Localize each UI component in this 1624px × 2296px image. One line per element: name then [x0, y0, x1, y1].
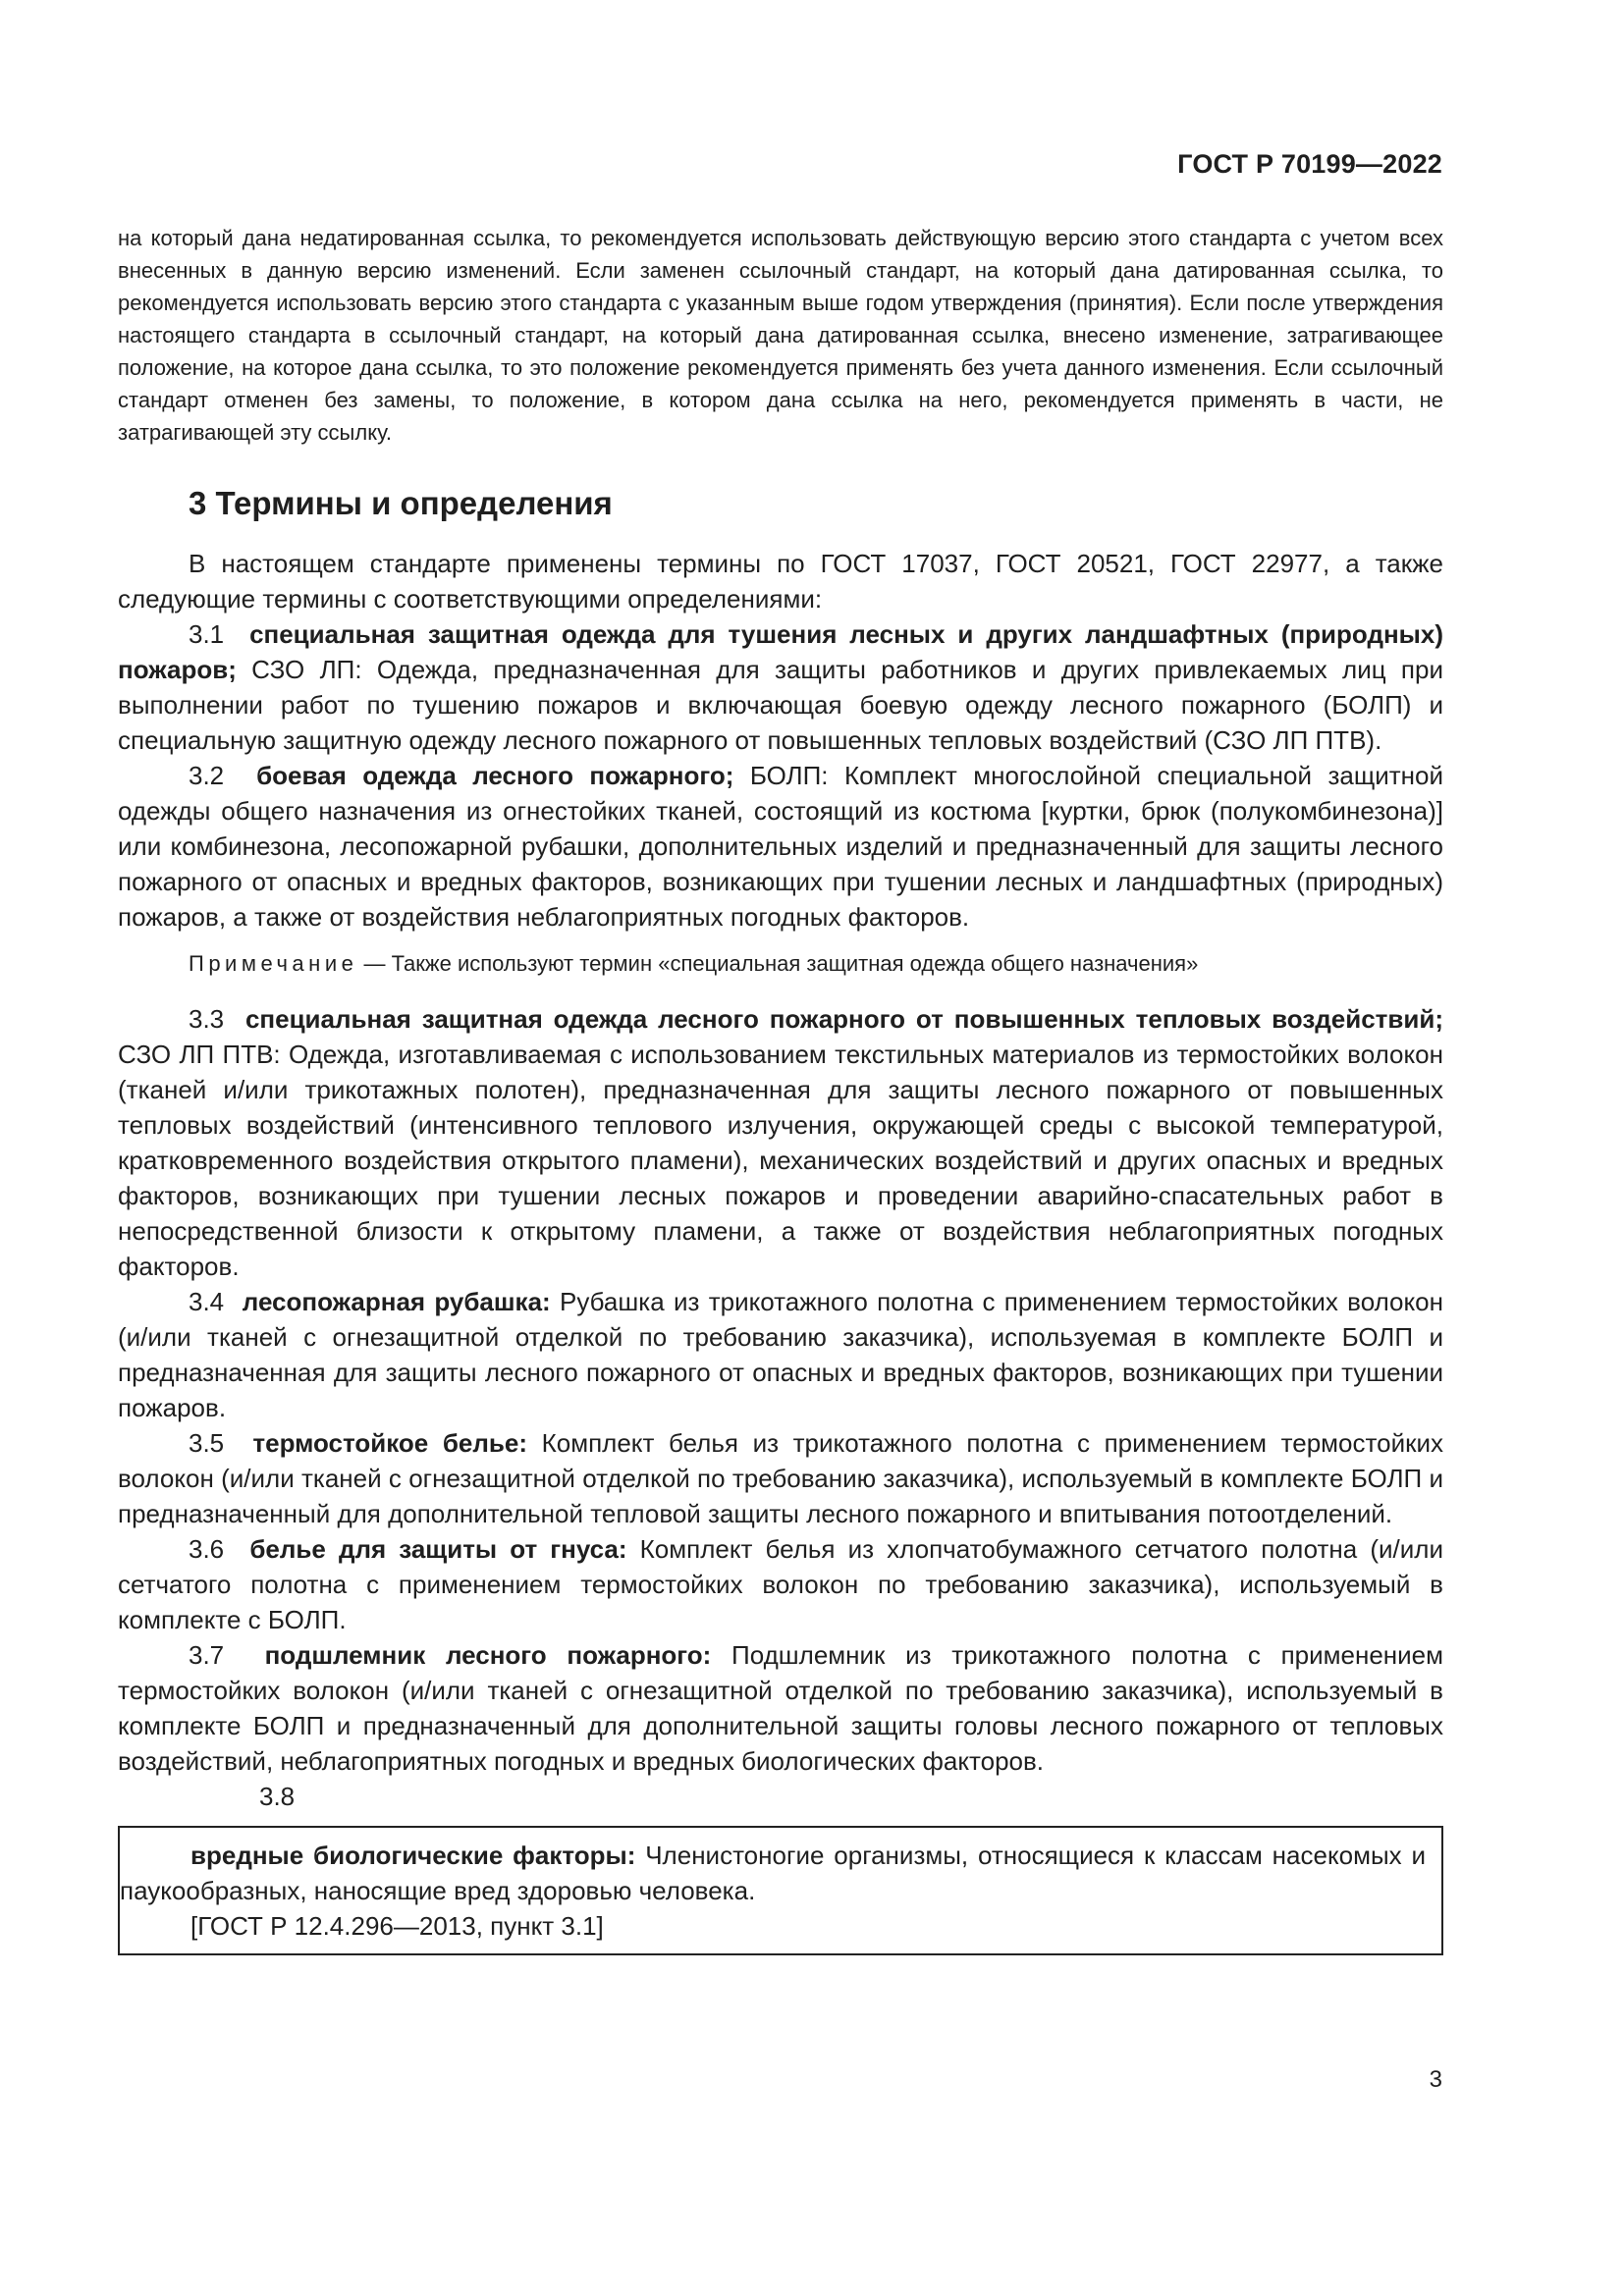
term-name: подшлемник лесного пожарного:	[264, 1640, 712, 1670]
intro-paragraph: на который дана недатированная ссылка, то рекомендуется использовать действующую версию этого стандарта с учетом всех внесенных в данную версию изменений. Если заменен ссылочный стандарт, на который дана датированная ссылка, то рекомендуется использовать версию этого стандарта с указанным выше годом утверждения (принятия). Если после утверждения настоящего стандарта в ссылочный стандарт, на который дана датированная ссылка, внесено изменение, затрагивающее положение, на которое дана ссылка, то это положение рекомендуется применять без учета данного изменения. Если ссылочный стандарт отменен без замены, то положение, в котором дана ссылка на него, рекомендуется применять в части, не затрагивающей эту ссылку.	[118, 226, 1443, 445]
term-entry-3-6	[118, 1531, 1443, 1637]
term-definition: СЗО ЛП ПТВ: Одежда, изготавливаемая с использованием текстильных материалов из термостойких волокон (тканей и/или трикотажных полотен), предназначенная для защиты лесного пожарного от повышенных тепловых воздействий (интенсивного теплового излучения, окружающей среды с высокой температурой, кратковременного воздействия открытого пламени), механических воздействий и других опасных и вредных факторов, возникающих при тушении лесных пожаров и проведении аварийно-спасательных работ в непосредственной близости к открытому пламени, а также от воздействия неблагоприятных погодных факторов.	[118, 1040, 1443, 1281]
term-name: лесопожарная рубашка:	[242, 1287, 551, 1316]
term-definition: Комплект белья из хлопчатобумажного сетчатого полотна (и/или сетчатого полотна с применением термостойких волокон по требованию заказчика), используемый в комплекте с БОЛП.	[118, 1534, 1443, 1634]
quoted-definition-box	[118, 1826, 1443, 1955]
term-definition: СЗО ЛП: Одежда, предназначенная для защиты работников и других привлекаемых лиц при выполнении работ по тушению пожаров и включающая боевую одежду лесного пожарного (БОЛП) и специальную защитную одежду лесного пожарного от повышенных тепловых воздействий (СЗО ЛП ПТВ).	[118, 655, 1443, 755]
section-lead: В настоящем стандарте применены термины по ГОСТ 17037, ГОСТ 20521, ГОСТ 22977, а также следующие термины с соответствующими определениями:	[118, 549, 1443, 614]
page-number: 3	[1429, 2066, 1442, 2093]
term-name: термостойкое белье:	[252, 1428, 528, 1458]
term-entry-3-5	[118, 1425, 1443, 1531]
term-name: вредные биологические факторы:	[190, 1841, 636, 1870]
entry-number: 3.1	[189, 619, 225, 649]
definition-source: [ГОСТ Р 12.4.296—2013, пункт 3.1]	[190, 1911, 604, 1941]
term-name: боевая одежда лесного пожарного;	[256, 761, 734, 790]
term-definition: БОЛП: Комплект многослойной специальной защитной одежды общего назначения из огнестойких тканей, состоящий из костюма [куртки, брюк (полукомбинезона)] или комбинезона, лесопожарной рубашки, дополнительных изделий и предназначенный для защиты лесного пожарного от опасных и вредных факторов, возникающих при тушении лесных и ландшафтных (природных) пожаров, а также от воздействия неблагоприятных погодных факторов.	[118, 761, 1444, 932]
section-title: 3 Термины и определения	[189, 485, 613, 521]
term-entry-3-4	[118, 1284, 1443, 1425]
entry-number: 3.2	[189, 761, 225, 790]
page-content	[118, 222, 1443, 1955]
section-body	[118, 546, 1443, 1814]
term-name: белье для защиты от гнуса:	[249, 1534, 627, 1564]
term-name: специальная защитная одежда лесного пожарного от повышенных тепловых воздействий;	[244, 1004, 1443, 1034]
term-definition: Рубашка из трикотажного полотна с применением термостойких волокон (и/или тканей с огнезащитной отделкой по требованию заказчика), используемая в комплекте БОЛП и предназначенная для защиты лесного пожарного от опасных и вредных факторов, возникающих при тушении пожаров.	[118, 1287, 1443, 1422]
term-entry-3-8	[120, 1838, 1426, 1908]
term-definition: Членистоногие организмы, относящиеся к классам насекомых и паукообразных, наносящие вред здоровью человека.	[120, 1841, 1426, 1905]
term-entry-3-3	[118, 1001, 1443, 1284]
note-text: — Также используют термин «специальная защитная одежда общего назначения»	[357, 951, 1199, 976]
entry-number: 3.4	[189, 1287, 225, 1316]
document-code-header: ГОСТ Р 70199—2022	[1177, 149, 1442, 179]
entry-number-3-8: 3.8	[259, 1782, 296, 1811]
entry-number: 3.3	[189, 1004, 225, 1034]
term-name: специальная защитная одежда для тушения лесных и других ландшафтных (природных) пожаров;	[118, 619, 1443, 684]
term-definition: Комплект белья из трикотажного полотна с применением термостойких волокон (и/или тканей с огнезащитной отделкой по требованию заказчика), используемый в комплекте БОЛП и предназначенный для дополнительной тепловой защиты лесного пожарного и впитывания потоотделений.	[118, 1428, 1443, 1528]
entry-number: 3.5	[189, 1428, 225, 1458]
note	[118, 948, 1443, 980]
term-entry-3-2	[118, 758, 1443, 934]
term-definition: Подшлемник из трикотажного полотна с применением термостойких волокон (и/или тканей с огнезащитной отделкой по требованию заказчика), используемый в комплекте БОЛП и предназначенный для дополнительной защиты головы лесного пожарного от тепловых воздействий, неблагоприятных погодных и вредных биологических факторов.	[118, 1640, 1444, 1776]
term-entry-3-7	[118, 1637, 1443, 1779]
entry-number: 3.6	[189, 1534, 225, 1564]
entry-number: 3.7	[189, 1640, 225, 1670]
note-label: Примечание	[189, 951, 358, 976]
intro-block	[118, 222, 1443, 449]
term-entry-3-1	[118, 616, 1443, 758]
